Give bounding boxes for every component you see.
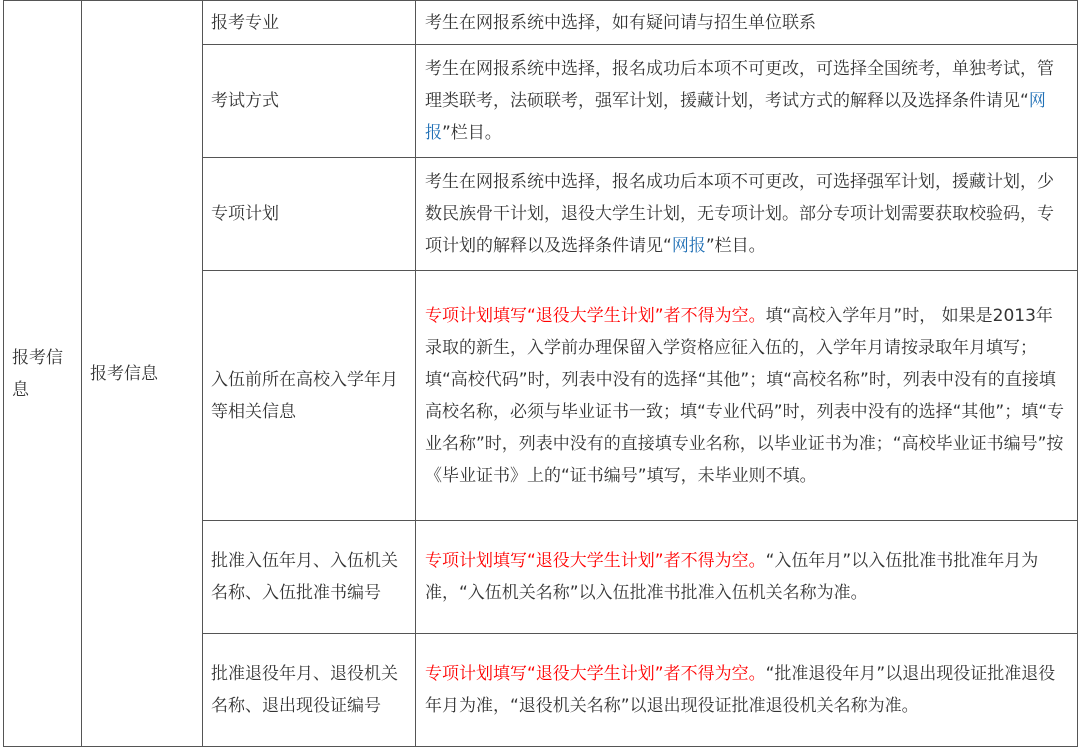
field-cell: 考试方式 [203, 45, 416, 158]
field-cell: 专项计划 [203, 158, 416, 271]
description-cell [416, 521, 1078, 634]
description-cell [416, 158, 1078, 271]
description-text: “入伍年月”以入伍批准书批准年月为准，“入伍机关名称”以入伍批准书批准入伍机关名称为准。 [425, 551, 1039, 603]
field-cell: 批准退役年月、退役机关名称、退出现役证编号 [203, 634, 416, 747]
registration-info-table [3, 0, 1078, 747]
required-note: 专项计划填写“退役大学生计划”者不得为空。 [425, 305, 766, 326]
wangbao-link[interactable]: 网报 [425, 91, 1046, 143]
field-cell: 报考专业 [203, 1, 416, 45]
category-cell: 报考信息 [4, 1, 82, 747]
description-text: 考生在网报系统中选择，报名成功后本项不可更改，可选择全国统考，单独考试，管理类联考，法硕联考，强军计划，援藏计划，考试方式的解释以及选择条件请见“ [425, 59, 1054, 111]
description-text-end: ”栏目。 [705, 236, 766, 256]
group-cell: 报考信息 [82, 1, 203, 747]
field-cell: 入伍前所在高校入学年月等相关信息 [203, 271, 416, 521]
description-text: 填“高校入学年月”时， 如果是2013年录取的新生，入学前办理保留入学资格应征入伍的，入学年月请按录取年月填写；填“高校代码”时，列表中没有的选择“其他”；填“高校名称”时，列表中没有的直接填高校名称，必须与毕业证书一致；填“专业代码”时，列表中没有的选择“其他”；填“专业名称”时，列表中没有的直接填专业名称，以毕业证书为准；“高校毕业证书编号”按《毕业证书》上的“证书编号”填写，未毕业则不填。 [425, 305, 1065, 486]
field-cell: 批准入伍年月、入伍机关名称、入伍批准书编号 [203, 521, 416, 634]
description-cell [416, 634, 1078, 747]
description-text-end: ”栏目。 [442, 123, 502, 143]
description-text: 考生在网报系统中选择，报名成功后本项不可更改，可选择强军计划，援藏计划，少数民族骨干计划，退役大学生计划，无专项计划。部分专项计划需要获取校验码，专项计划的解释以及选择条件请见“ [425, 172, 1054, 256]
description-cell: 考生在网报系统中选择，如有疑问请与招生单位联系 [416, 1, 1078, 45]
table-row [4, 1, 1078, 45]
description-text: “批准退役年月”以退出现役证批准退役年月为准，“退役机关名称”以退出现役证批准退役机关名称为准。 [425, 664, 1056, 716]
description-cell [416, 271, 1078, 521]
required-note: 专项计划填写“退役大学生计划”者不得为空。 [425, 664, 766, 684]
wangbao-link[interactable]: 网报 [671, 236, 706, 256]
description-cell [416, 45, 1078, 158]
required-note: 专项计划填写“退役大学生计划”者不得为空。 [425, 551, 766, 571]
